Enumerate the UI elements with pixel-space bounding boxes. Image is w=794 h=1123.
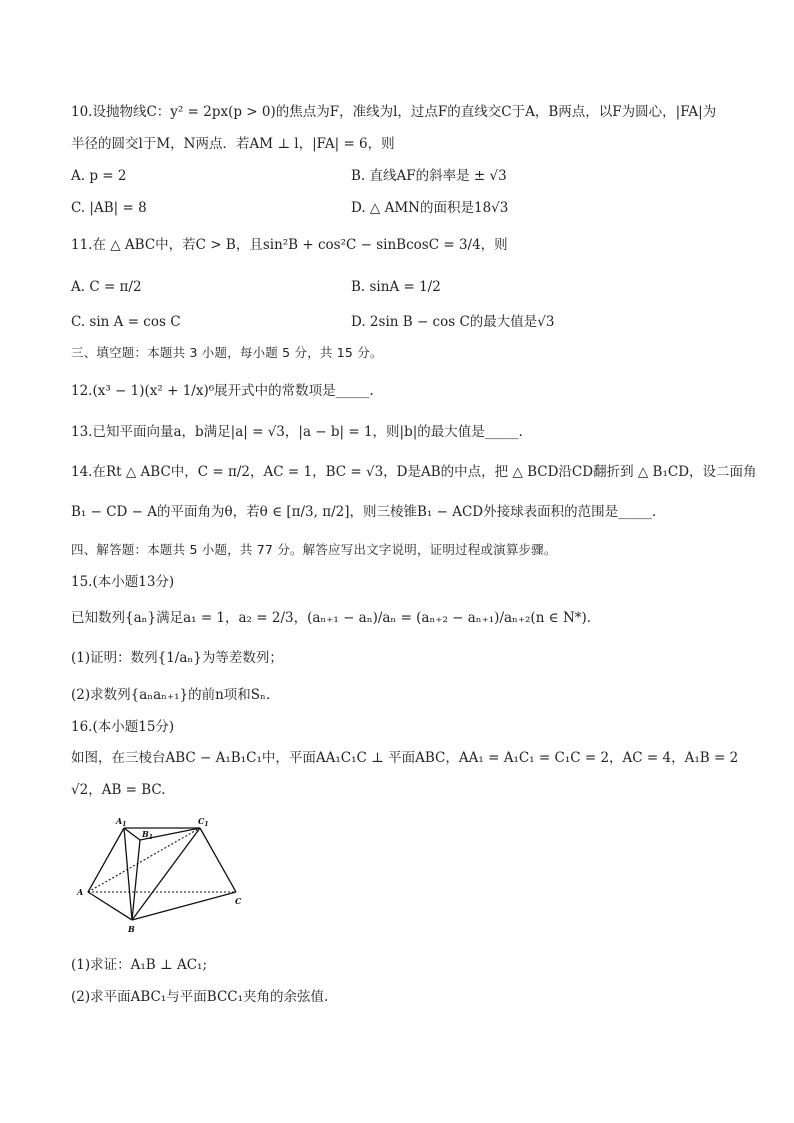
q16-stem-line1: 如图，在三棱台ABC − A₁B₁C₁中，平面AA₁C₁C ⊥ 平面ABC，AA₁ = A₁C₁ = C₁C = 2，AC = 4，A₁B = 2 — [71, 750, 739, 766]
q15-part2: (2)求数列{aₙaₙ₊₁}的前n项和Sₙ. — [71, 687, 271, 703]
frustum-diagram — [72, 810, 252, 935]
frustum-figure — [72, 810, 252, 935]
section4-title: 四、解答题：本题共 5 小题，共 77 分。解答应写出文字说明，证明过程或演算步骤。 — [71, 542, 557, 557]
q16-header: 16.(本小题15分) — [71, 719, 175, 735]
q10-stem-line1: 10.设抛物线C：y² = 2px(p > 0)的焦点为F，准线为l，过点F的直线交C于A，B两点，以F为圆心，|FA|为 — [71, 104, 717, 120]
label-c1: $C_1$ — [198, 816, 209, 828]
section3-title: 三、填空题：本题共 3 小题，每小题 5 分，共 15 分。 — [71, 345, 383, 360]
q11-option-b: B. sinA = 1/2 — [351, 279, 441, 295]
q10-option-a: A. p = 2 — [71, 168, 127, 184]
q10-option-c: C. |AB| = 8 — [71, 200, 147, 216]
edge-a1-b1 — [124, 828, 140, 840]
q11-option-d: D. 2sin B − cos C的最大值是√3 — [351, 314, 555, 330]
label-c: C — [235, 896, 242, 906]
q11-option-c: C. sin A = cos C — [71, 314, 181, 330]
edge-c1-c — [200, 828, 236, 892]
q16-stem-line2: √2，AB = BC. — [71, 782, 166, 798]
q16-part1: (1)求证：A₁B ⊥ AC₁; — [71, 957, 208, 973]
q12-stem: 12.(x³ − 1)(x² + 1/x)⁶展开式中的常数项是_____. — [71, 383, 374, 399]
label-a1: $A_1$ — [116, 816, 127, 828]
q10-option-d: D. △ AMN的面积是18√3 — [351, 200, 509, 216]
q15-stem: 已知数列{aₙ}满足a₁ = 1，a₂ = 2/3，(aₙ₊₁ − aₙ)/aₙ = (aₙ₊₂ − aₙ₊₁)/aₙ₊₂(n ∈ N*)． — [71, 610, 601, 626]
edge-a1-b — [124, 828, 132, 920]
edge-c1-b — [132, 828, 200, 920]
q11-stem: 11.在 △ ABC中，若C > B，且sin²B + cos²C − sinBcosC = 3/4，则 — [71, 237, 508, 253]
edge-b1-b — [132, 840, 140, 920]
label-b1: $B_1$ — [142, 829, 153, 841]
label-a: A — [77, 887, 84, 897]
edge-a1-a — [88, 828, 124, 892]
q10-stem-line2: 半径的圆交l于M，N两点．若AM ⊥ l，|FA| = 6，则 — [71, 136, 395, 152]
edge-b-c — [132, 892, 236, 920]
q10-option-b: B. 直线AF的斜率是 ± √3 — [351, 168, 507, 184]
label-b: B — [128, 924, 135, 934]
q14-line2: B₁ − CD − A的平面角为θ，若θ ∈ [π/3, π/2]，则三棱锥B₁ − ACD外接球表面积的范围是_____. — [71, 504, 657, 520]
q13-stem: 13.已知平面向量a，b满足|a| = √3，|a − b| = 1，则|b|的最大值是_____. — [71, 424, 523, 440]
q14-line1: 14.在Rt △ ABC中，C = π/2，AC = 1，BC = √3，D是AB的中点，把 △ BCD沿CD翻折到 △ B₁CD，设二面角 — [71, 464, 757, 480]
q11-option-a: A. C = π/2 — [71, 279, 142, 295]
q15-part1: (1)证明：数列{1/aₙ}为等差数列； — [71, 650, 283, 666]
edge-a-b — [88, 892, 132, 920]
q16-part2: (2)求平面ABC₁与平面BCC₁夹角的余弦值. — [71, 989, 329, 1005]
q15-header: 15.(本小题13分) — [71, 574, 175, 590]
